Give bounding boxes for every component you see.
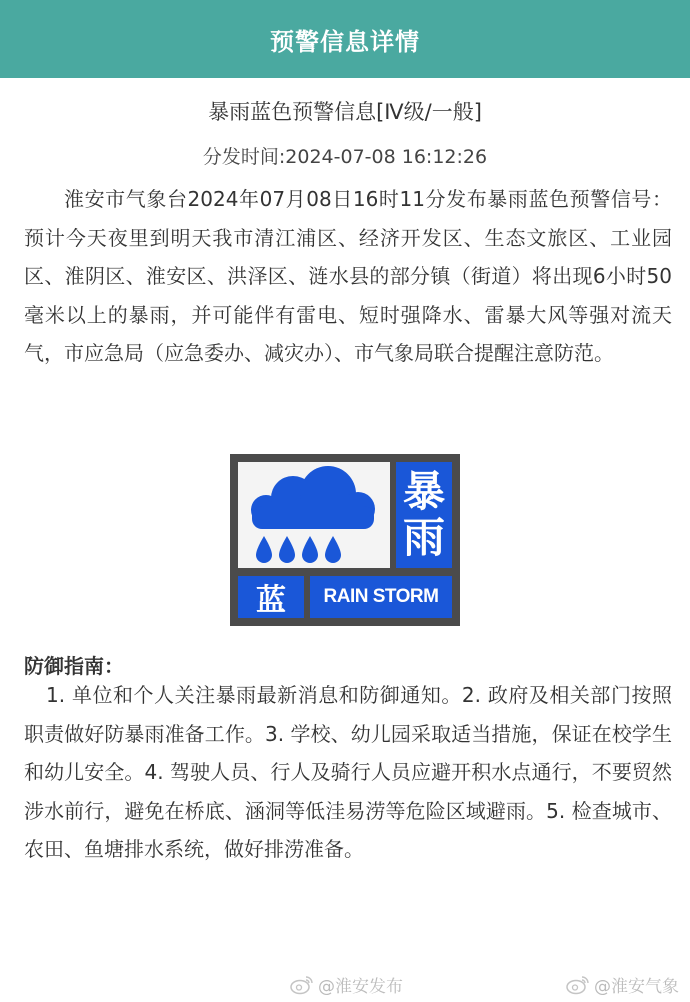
signal-type-panel bbox=[396, 462, 452, 568]
alert-body: 淮安市气象台2024年07月08日16时11分发布暴雨蓝色预警信号：预计今天夜里到明天我市清江浦区、经济开发区、生态文旅区、工业园区、淮阴区、淮安区、洪泽区、涟水县的部分镇（街道）将出现6小时50毫米以上的暴雨，并可能伴有雷电、短时强降水、雷暴大风等强对流天气，市应急局（应急委办、减灾办）、市气象局联合提醒注意防范。 bbox=[24, 187, 672, 365]
guide-text: 1. 单位和个人关注暴雨最新消息和防御通知。2. 政府及相关部门按照职责做好防暴雨准备工作。3. 学校、幼儿园采取适当措施，保证在校学生和幼儿安全。4. 驾驶人员、行人及骑行人员应避开积水点通行，不要贸然涉水前行，避免在桥底、涵洞等低洼易涝等危险区域避雨。5. 检查城市、农田、鱼塘排水系统，做好排涝准备。 bbox=[24, 683, 672, 861]
signal-char-bottom: 雨 bbox=[402, 513, 445, 562]
signal-cloud-panel bbox=[238, 462, 390, 568]
weibo-icon bbox=[290, 975, 314, 995]
rainstorm-cloud-icon bbox=[238, 462, 390, 568]
signal-char-top: 暴 bbox=[402, 467, 445, 516]
alert-title: 暴雨蓝色预警信息[Ⅳ级/一般] bbox=[208, 100, 482, 124]
guide-heading: 防御指南： bbox=[24, 654, 124, 678]
signal-english-label: RAIN STORM bbox=[310, 576, 452, 618]
watermark-text: @淮安发布 bbox=[318, 977, 403, 997]
watermark-text: @淮安气象 bbox=[594, 977, 679, 997]
signal-level-label: 蓝 bbox=[238, 576, 304, 618]
watermark-huaian-release bbox=[290, 972, 403, 997]
page-header bbox=[0, 0, 690, 78]
weibo-icon bbox=[566, 975, 590, 995]
issue-time: 分发时间:2024-07-08 16:12:26 bbox=[202, 146, 488, 168]
watermark-huaian-weather bbox=[566, 972, 679, 997]
rainstorm-warning-signal bbox=[230, 454, 460, 626]
page-title: 预警信息详情 bbox=[270, 27, 420, 56]
